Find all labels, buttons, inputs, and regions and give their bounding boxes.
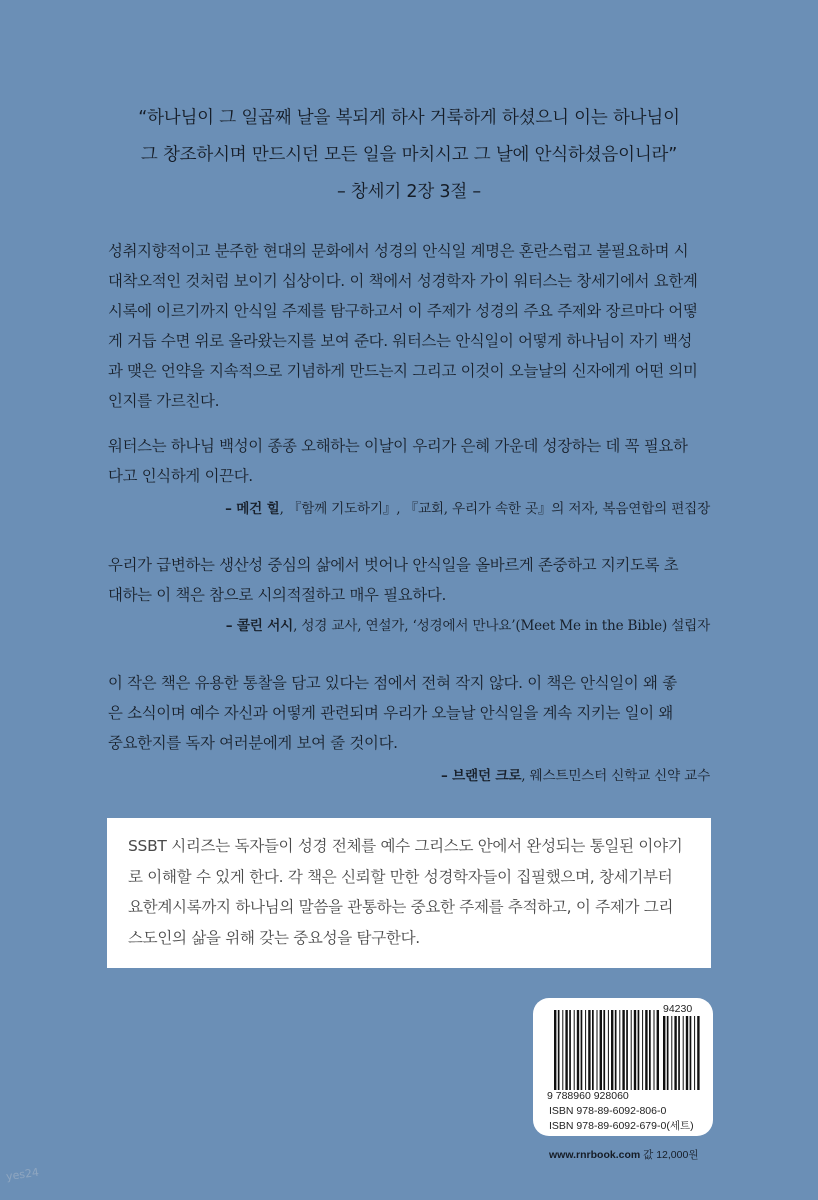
barcode-bar [631, 1010, 632, 1090]
publisher-price-line [549, 1147, 698, 1162]
endorsement-quote [108, 550, 714, 610]
barcode-bar [657, 1010, 659, 1090]
endorsement-quote [108, 431, 714, 491]
endorsement-line: 우리가 급변하는 생산성 중심의 삶에서 벗어나 안식일을 올바르게 존중하고 지키도록 초 [108, 556, 679, 574]
barcode-bar [683, 1016, 684, 1090]
series-line: 스도인의 삶을 위해 갖는 중요성을 탐구한다. [128, 928, 420, 947]
barcode-bar [592, 1010, 594, 1090]
series-line: 로 이해할 수 있게 한다. 각 책은 신뢰할 만한 성경학자들이 집필했으며, 창세기부터 [128, 867, 673, 886]
barcode-bar [588, 1010, 590, 1090]
description-line: 시록에 이르기까지 안식일 주제를 탐구하고서 이 주제가 성경의 주요 주제와 장르마다 어떻 [108, 302, 698, 320]
endorsement-line: 이 작은 책은 유용한 통찰을 담고 있다는 점에서 전혀 작지 않다. 이 책은 안식일이 왜 좋 [108, 674, 677, 692]
description-line: 성취지향적이고 분주한 현대의 문화에서 성경의 안식일 계명은 혼란스럽고 불필요하며 시 [108, 242, 689, 260]
endorser-role: , 성경 교사, 연설가, ‘성경에서 만나요’(Meet Me in the Bible) 설립자 [293, 618, 710, 634]
barcode-bar [642, 1010, 643, 1090]
barcode-bar [600, 1010, 602, 1090]
barcode-bar [565, 1010, 567, 1090]
price: 값 12,000원 [643, 1149, 699, 1161]
barcode-bar [671, 1016, 672, 1090]
endorsement-line: 다고 인식하게 이끈다. [108, 467, 253, 485]
barcode-bar [615, 1010, 617, 1090]
endorsement-attribution [226, 615, 710, 637]
watermark-mark: yes24 [5, 1165, 40, 1184]
barcode-bar [649, 1010, 651, 1090]
barcode-bar [622, 1010, 624, 1090]
addon-barcode-bars [663, 1016, 700, 1090]
verse-reference: – 창세기 2장 3절 – [337, 182, 481, 202]
barcode-bar [558, 1010, 560, 1090]
description-line: 과 맺은 언약을 지속적으로 기념하게 만드는지 그리고 이것이 오늘날의 신자에게 어떤 의미 [108, 362, 698, 380]
barcode-bar [645, 1010, 647, 1090]
barcode-bar [663, 1016, 665, 1090]
ean-barcode-bars [554, 1010, 659, 1090]
endorsement-line: 대하는 이 책은 참으로 시의적절하고 매우 필요하다. [108, 586, 447, 604]
barcode-bar [690, 1016, 692, 1090]
verse-line: “하나님이 그 일곱째 날을 복되게 하사 거룩하게 하셨으니 이는 하나님이 [138, 108, 680, 128]
endorser-name: – 브랜던 크로 [440, 768, 522, 784]
series-line: SSBT 시리즈는 독자들이 성경 전체를 예수 그리스도 안에서 완성되는 통일된 이야기 [128, 837, 683, 855]
barcode-bar [611, 1010, 613, 1090]
publisher-website: www.rnrbook.com [549, 1149, 641, 1161]
barcode-bar [597, 1010, 598, 1090]
description-line: 게 거듭 수면 위로 올라왔는지를 보여 준다. 워터스는 안식일이 어떻게 하나님이 자기 백성 [108, 332, 693, 350]
description-line: 인지를 가르친다. [108, 392, 220, 410]
barcode-bar [585, 1010, 586, 1090]
barcode-bar [581, 1010, 583, 1090]
barcode-bar [608, 1010, 609, 1090]
barcode-bar [674, 1016, 676, 1090]
barcode-bar [574, 1010, 575, 1090]
barcode-bar [603, 1010, 605, 1090]
barcode-bar [678, 1016, 680, 1090]
endorser-name: – 메건 힐 [225, 501, 280, 517]
barcode-bar [686, 1016, 688, 1090]
description-line: 대착오적인 것처럼 보이기 십상이다. 이 책에서 성경학자 가이 워터스는 창세기에서 요한계 [108, 272, 698, 290]
barcode-bar [577, 1010, 579, 1090]
series-line: 요한계시록까지 하나님의 말씀을 관통하는 중요한 주제를 추적하고, 이 주제가 그리 [128, 898, 674, 916]
verse-line: 그 창조하시며 만드시던 모든 일을 마치시고 그 날에 안식하셨음이니라” [140, 145, 678, 165]
barcode-bar [638, 1010, 640, 1090]
ean-digits: 9 788960 928060 [547, 1090, 629, 1102]
series-info-box [107, 818, 711, 968]
barcode-bar [619, 1010, 620, 1090]
barcode-bar [694, 1016, 695, 1090]
barcode-bar [654, 1010, 655, 1090]
book-description [108, 236, 714, 416]
endorsement-quote [108, 668, 714, 758]
endorser-name: – 콜린 서시 [225, 618, 294, 634]
barcode-bar [554, 1010, 556, 1090]
barcode-bar [634, 1010, 636, 1090]
series-info-text [128, 831, 694, 953]
endorsement-line: 워터스는 하나님 백성이 종종 오해하는 이날이 우리가 은혜 가운데 성장하는 데 꼭 필요하 [108, 437, 688, 455]
endorser-role: , 웨스트민스터 신학교 신약 교수 [521, 768, 710, 784]
isbn-set: ISBN 978-89-6092-679-0(세트) [549, 1120, 694, 1132]
endorsement-attribution [441, 765, 710, 787]
barcode-bar [626, 1010, 628, 1090]
addon-digits: 94230 [663, 1003, 693, 1015]
isbn-primary: ISBN 978-89-6092-806-0 [549, 1105, 667, 1117]
endorsement-line: 은 소식이며 예수 자신과 어떻게 관련되며 우리가 오늘날 안식일을 계속 지키는 일이 왜 [108, 704, 673, 722]
endorsement-line: 중요한지를 독자 여러분에게 보여 줄 것이다. [108, 734, 398, 752]
endorsement-attribution [225, 498, 710, 520]
barcode-panel [533, 998, 713, 1136]
barcode-bar [667, 1016, 669, 1090]
barcode-bar [562, 1010, 563, 1090]
barcode-bar [569, 1010, 571, 1090]
epigraph-verse [40, 100, 778, 211]
endorser-role: , 『함께 기도하기』, 『교회, 우리가 속한 곳』의 저자, 복음연합의 편집장 [279, 501, 710, 517]
barcode-bar [697, 1016, 699, 1090]
